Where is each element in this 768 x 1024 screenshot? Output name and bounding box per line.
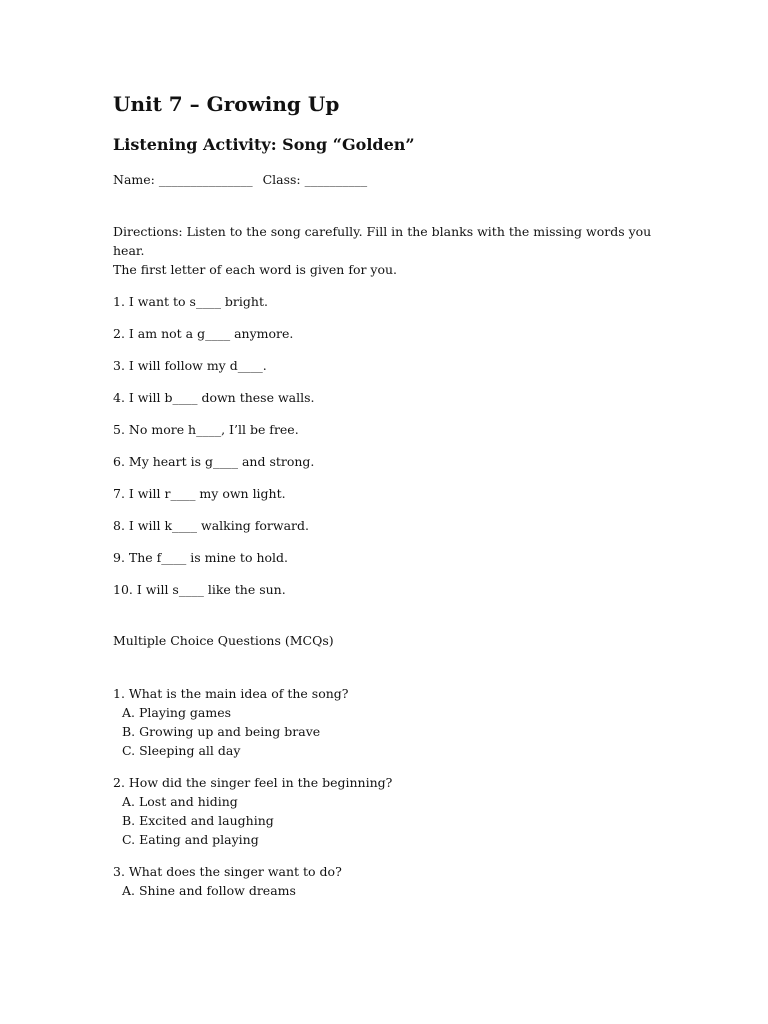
mcq-question: 2. How did the singer feel in the beginning? [113,775,393,790]
mcq-option: A. Lost and hiding [122,794,238,809]
list-item: 7. I will r____ my own light. [113,486,286,501]
list-item: 4. I will b____ down these walls. [113,390,315,405]
mcq-item [113,684,392,760]
mcq-option: C. Eating and playing [122,832,259,847]
mcq-heading: Multiple Choice Questions (MCQs) [113,633,334,648]
mcq-question: 3. What does the singer want to do? [113,864,342,879]
mcq-option: B. Growing up and being brave [122,724,321,739]
activity-subtitle: Listening Activity: Song “Golden” [113,135,415,154]
mcq-option: B. Excited and laughing [122,813,274,828]
mcq-option: A. Shine and follow dreams [122,883,296,898]
list-item: 2. I am not a g____ anymore. [113,326,294,341]
fill-in-blanks-list [113,293,315,613]
list-item: 6. My heart is g____ and strong. [113,454,315,469]
list-item: 9. The f____ is mine to hold. [113,550,288,565]
mcq-option: A. Playing games [122,705,232,720]
directions-line: The first letter of each word is given for you. [113,262,398,277]
mcq-item [113,862,392,900]
list-item: 3. I will follow my d____. [113,358,267,373]
mcq-question: 1. What is the main idea of the song? [113,686,349,701]
directions-line: Directions: Listen to the song carefully. Fill in the blanks with the missing words you hear. [113,224,652,258]
name-class-line [113,172,367,187]
mcq-option: C. Sleeping all day [122,743,241,758]
name-field: Name: _______________ [113,172,253,187]
mcq-item [113,773,392,849]
class-field: Class: __________ [262,172,368,187]
list-item: 10. I will s____ like the sun. [113,582,286,597]
mcq-list [113,684,392,913]
list-item: 5. No more h____, I’ll be free. [113,422,299,437]
directions [113,222,673,279]
page-title: Unit 7 – Growing Up [113,92,340,116]
list-item: 1. I want to s____ bright. [113,294,268,309]
list-item: 8. I will k____ walking forward. [113,518,310,533]
